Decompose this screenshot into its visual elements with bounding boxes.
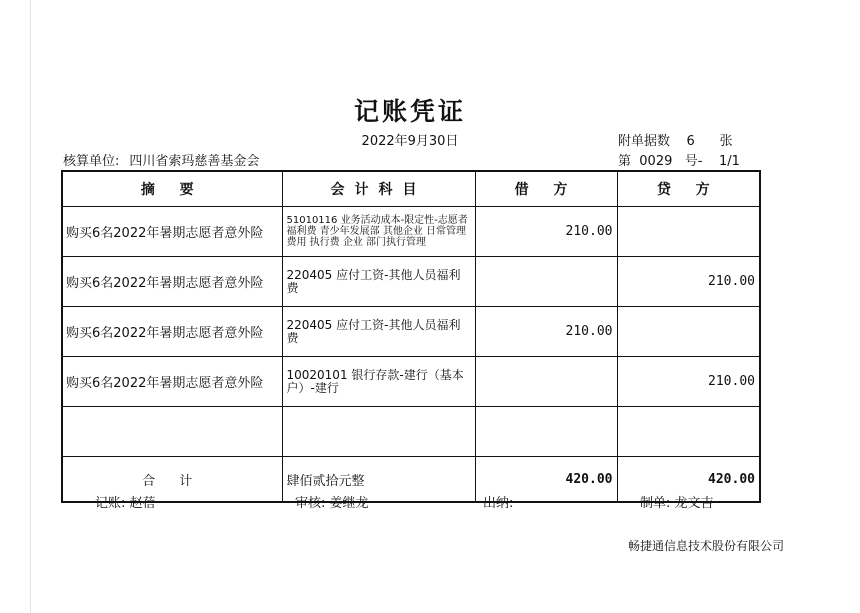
row-credit: 210.00 — [617, 357, 760, 407]
accounting-unit-value: 四川省索玛慈善基金会 — [129, 154, 260, 169]
row-debit — [475, 407, 617, 457]
table-header-row — [62, 171, 760, 207]
row-debit: 210.00 — [475, 207, 617, 257]
table-row — [62, 257, 760, 307]
accounting-unit — [63, 150, 259, 169]
row-credit — [617, 307, 760, 357]
preparer-label: 制单: — [640, 496, 671, 511]
row-account: 220405 应付工资-其他人员福利费 — [282, 307, 475, 357]
voucher-date: 2022年9月30日 — [361, 134, 459, 149]
preparer-signature — [640, 492, 714, 511]
header-debit: 借 方 — [475, 171, 617, 207]
voucher-table — [61, 170, 761, 503]
total-debit: 420.00 — [475, 457, 617, 503]
voucher-number-prefix: 第 — [618, 154, 632, 169]
row-summary: 购买6名2022年暑期志愿者意外险 — [62, 207, 282, 257]
voucher-number-value: 0029 — [639, 154, 673, 169]
total-label: 合 计 — [62, 457, 282, 503]
row-debit — [475, 357, 617, 407]
attachments-label: 附单据数 — [618, 134, 671, 149]
attachments-count: 6 — [686, 134, 695, 149]
row-account — [282, 407, 475, 457]
row-debit — [475, 257, 617, 307]
row-summary — [62, 407, 282, 457]
voucher-number-suffix: 号- — [684, 154, 703, 169]
row-account: 10020101 银行存款-建行（基本户）-建行 — [282, 357, 475, 407]
row-summary: 购买6名2022年暑期志愿者意外险 — [62, 357, 282, 407]
preparer-name: 龙文吉 — [674, 496, 714, 511]
cashier-label: 出纳: — [483, 496, 514, 511]
total-amount-words: 肆佰贰拾元整 — [282, 457, 475, 503]
attachments-unit: 张 — [719, 134, 733, 149]
software-company: 畅捷通信息技术股份有限公司 — [628, 539, 785, 553]
total-credit: 420.00 — [617, 457, 760, 503]
header-summary: 摘 要 — [62, 171, 282, 207]
table-row-empty — [62, 407, 760, 457]
accounting-unit-label: 核算单位: — [63, 154, 120, 169]
row-summary: 购买6名2022年暑期志愿者意外险 — [62, 257, 282, 307]
bookkeeper-name: 赵蓓 — [129, 496, 156, 511]
bookkeeper-label: 记账: — [95, 496, 126, 511]
row-account: 51010116 业务活动成本-限定性-志愿者福利费 青少年发展部 其他企业 日常管理费用 执行费 企业 部门执行管理 — [282, 207, 475, 257]
bookkeeper-signature — [95, 492, 156, 511]
header-credit: 贷 方 — [617, 171, 760, 207]
voucher-number — [618, 150, 740, 169]
row-debit: 210.00 — [475, 307, 617, 357]
header-account: 会计科目 — [282, 171, 475, 207]
voucher-page: 1/1 — [719, 154, 740, 169]
cashier-signature — [483, 492, 513, 511]
row-credit: 210.00 — [617, 257, 760, 307]
table-row — [62, 307, 760, 357]
table-row — [62, 207, 760, 257]
row-summary: 购买6名2022年暑期志愿者意外险 — [62, 307, 282, 357]
reviewer-name: 姜继龙 — [329, 496, 369, 511]
reviewer-signature — [295, 492, 369, 511]
attachments-info — [618, 130, 733, 149]
row-credit — [617, 407, 760, 457]
table-row — [62, 357, 760, 407]
row-account: 220405 应付工资-其他人员福利费 — [282, 257, 475, 307]
voucher-title: 记账凭证 — [353, 97, 466, 126]
row-credit — [617, 207, 760, 257]
reviewer-label: 审核: — [295, 496, 326, 511]
